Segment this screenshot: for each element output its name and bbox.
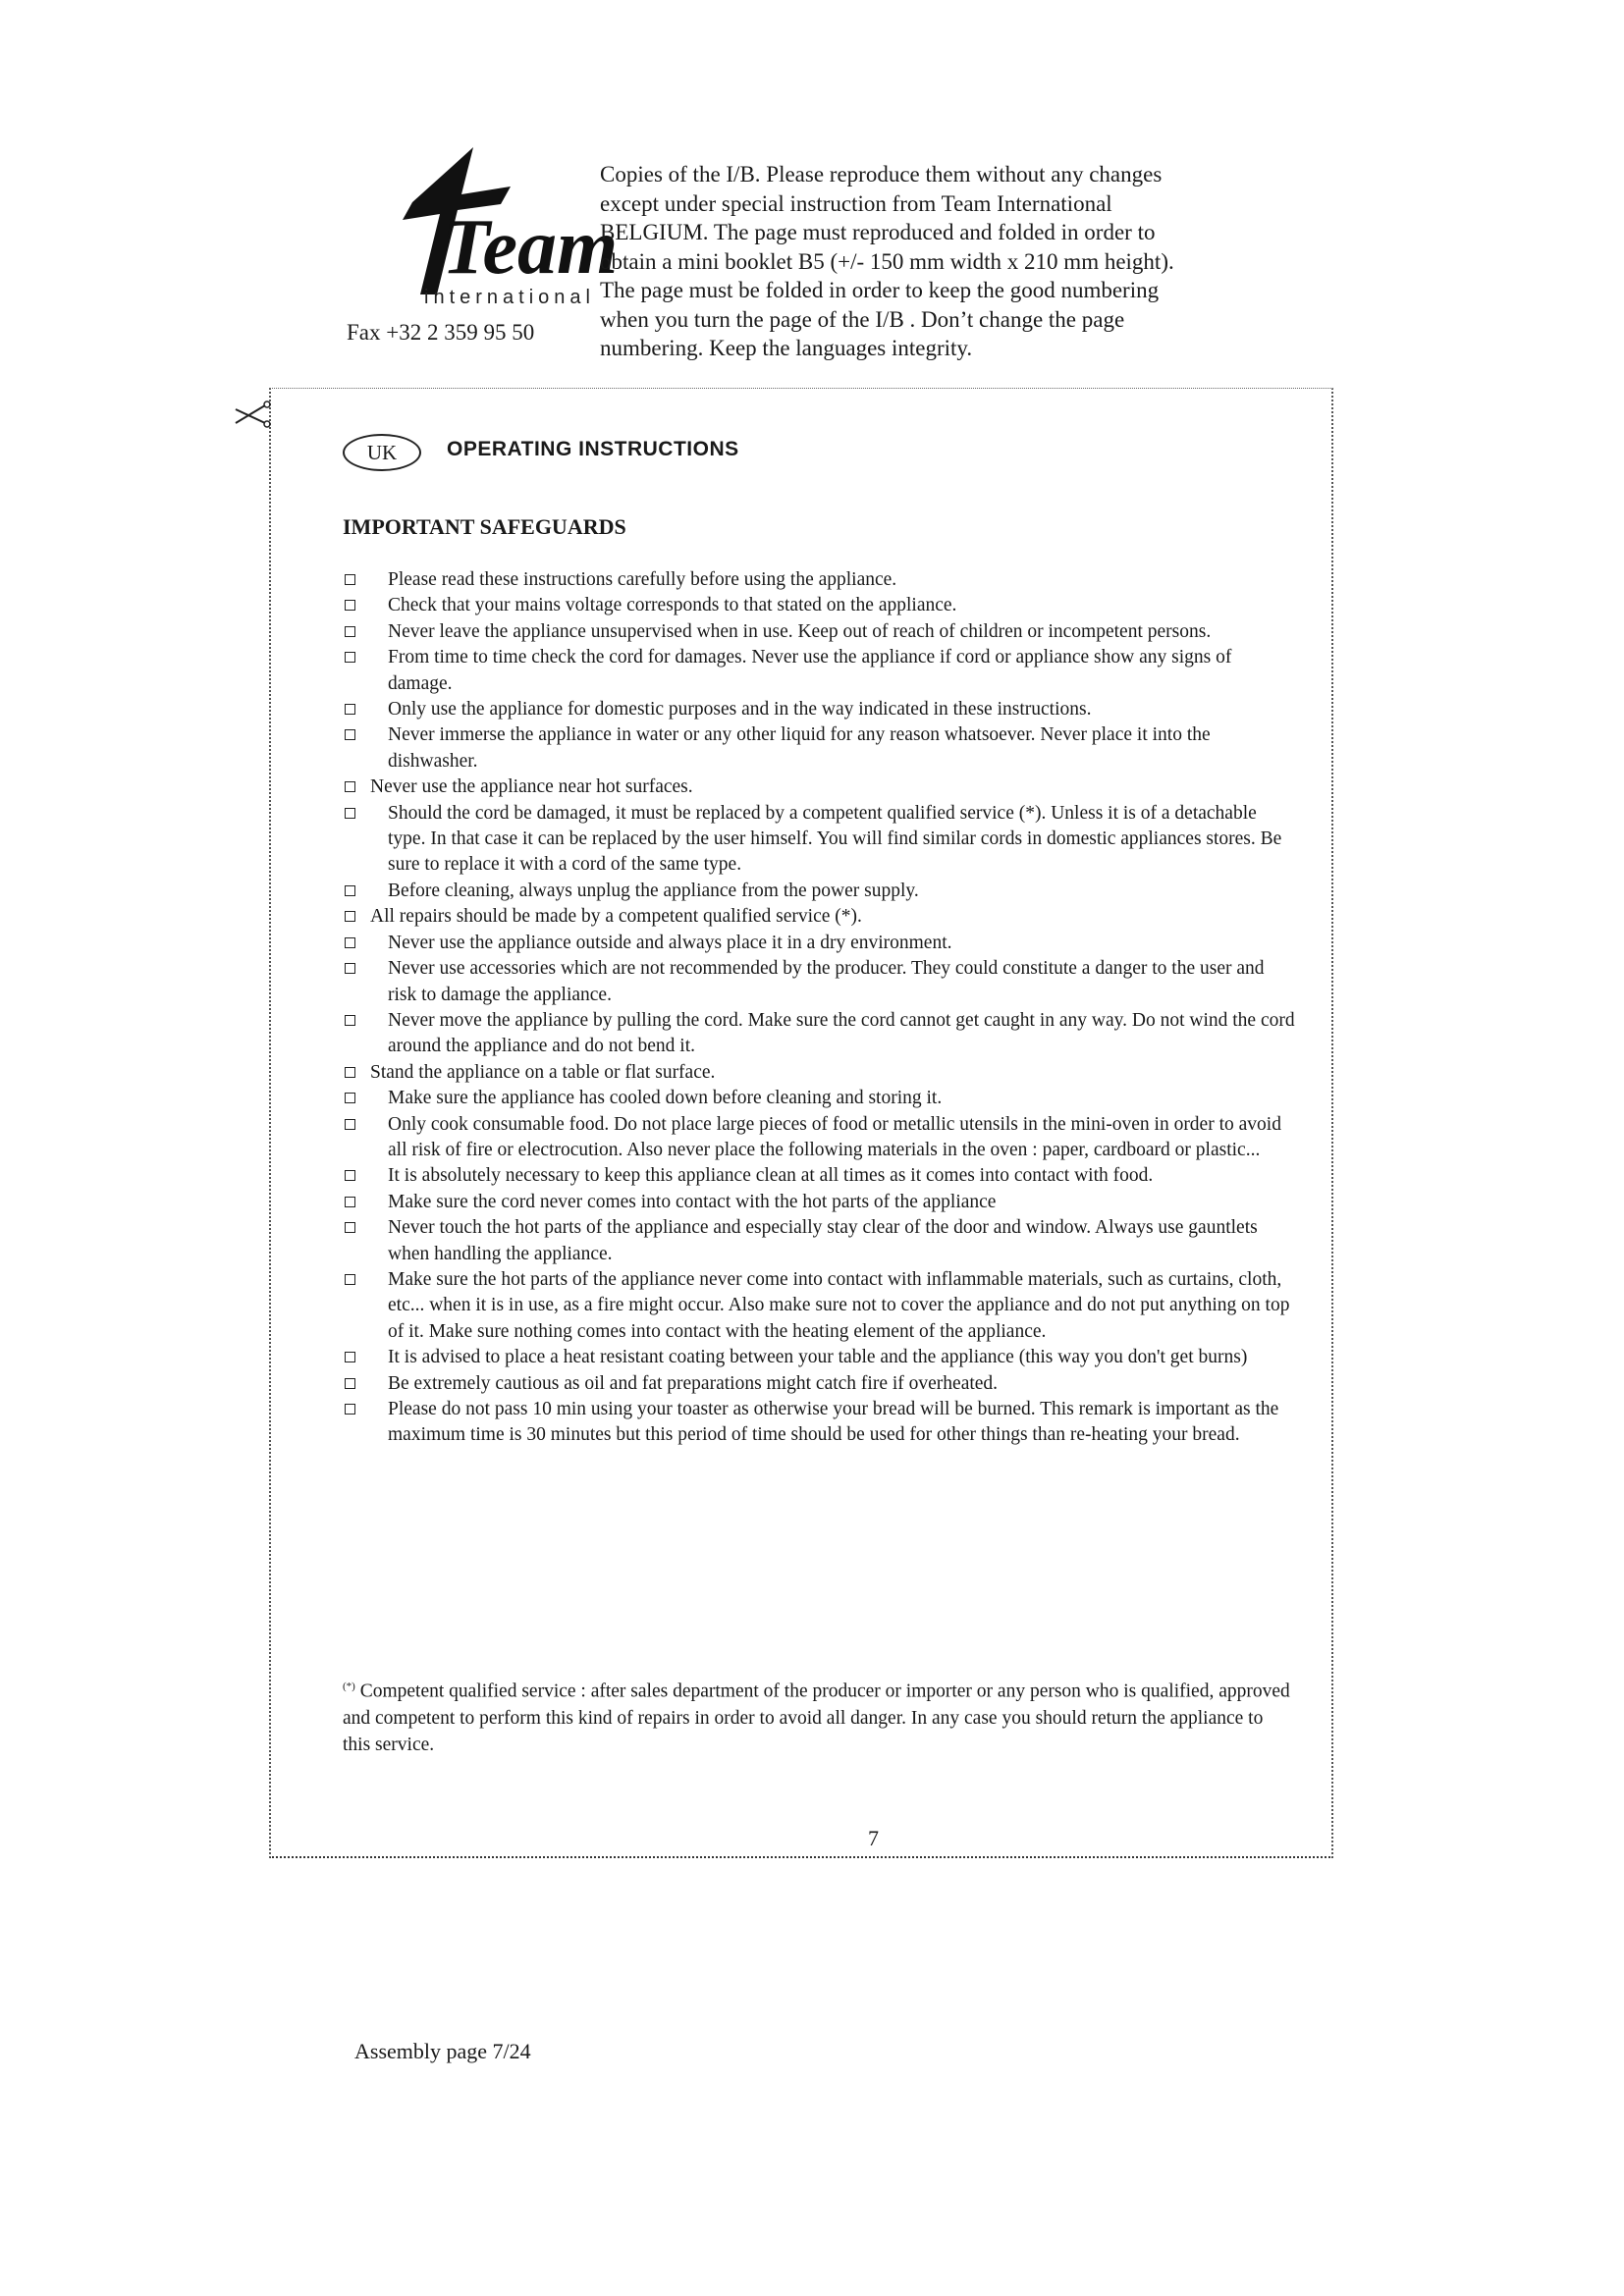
- checkbox-icon: [345, 704, 355, 715]
- header-line: obtain a mini booklet B5 (+/- 150 mm width x 210 mm height).: [600, 248, 1174, 274]
- header-line: The page must be folded in order to keep the good numbering: [600, 278, 1160, 302]
- checkbox-icon: [345, 1170, 355, 1181]
- list-item: Make sure the cord never comes into contact with the hot parts of the appliance: [343, 1190, 1295, 1215]
- list-item: Never use the appliance near hot surfaces.: [343, 774, 1295, 800]
- checkbox-icon: [345, 1197, 355, 1207]
- list-item: Check that your mains voltage corresponds to that stated on the appliance.: [343, 593, 1295, 618]
- footnote-text: Competent qualified service : after sales department of the producer or importer or any person who is qualified, approved and competent to perform this kind of repairs in order to avoid all danger. In any case you should return the appliance to this service.: [343, 1681, 1290, 1755]
- list-item: Never move the appliance by pulling the cord. Make sure the cord cannot get caught in any way. Do not wind the cord around the appliance and do not bend it.: [343, 1008, 1295, 1060]
- section-title: OPERATING INSTRUCTIONS: [447, 438, 739, 460]
- list-item: Please read these instructions carefully before using the appliance.: [343, 567, 1295, 593]
- fax-number: Fax +32 2 359 95 50: [347, 320, 535, 345]
- list-item: Before cleaning, always unplug the appliance from the power supply.: [343, 879, 1295, 904]
- list-item: Stand the appliance on a table or flat surface.: [343, 1060, 1295, 1086]
- checkbox-icon: [345, 1378, 355, 1389]
- logo-text: Team: [442, 204, 619, 291]
- checkbox-icon: [345, 808, 355, 819]
- list-item: Please do not pass 10 min using your toaster as otherwise your bread will be burned. This remark is important as the maximum time is 30 minutes but this period of time should be used for other things than re-heating your bread.: [343, 1397, 1295, 1449]
- list-item: It is absolutely necessary to keep this appliance clean at all times as it comes into contact with food.: [343, 1163, 1295, 1189]
- list-item: From time to time check the cord for damages. Never use the appliance if cord or appliance show any signs of damage.: [343, 645, 1295, 697]
- list-item: Never leave the appliance unsupervised when in use. Keep out of reach of children or incompetent persons.: [343, 619, 1295, 645]
- safeguards-heading: IMPORTANT SAFEGUARDS: [343, 514, 626, 539]
- list-item: Should the cord be damaged, it must be replaced by a competent qualified service (*). Unless it is of a detachable type. In that case it can be replaced by the user himself. You will find similar cords in domestic appliances stores. Be sure to replace it with a cord of the same type.: [343, 801, 1295, 879]
- list-item: Be extremely cautious as oil and fat preparations might catch fire if overheated.: [343, 1371, 1295, 1397]
- checkbox-icon: [345, 1222, 355, 1233]
- checkbox-icon: [345, 1404, 355, 1415]
- safeguards-list: [343, 567, 1295, 1449]
- list-item: Never immerse the appliance in water or any other liquid for any reason whatsoever. Never place it into the dishwasher.: [343, 722, 1295, 774]
- checkbox-icon: [345, 1119, 355, 1130]
- logo-subtext: international: [424, 287, 595, 308]
- scissors-icon: [234, 400, 273, 429]
- header-instructions: [600, 160, 1307, 363]
- checkbox-icon: [345, 781, 355, 792]
- list-item: Only use the appliance for domestic purposes and in the way indicated in these instructions.: [343, 697, 1295, 722]
- checkbox-icon: [345, 729, 355, 740]
- list-item: It is advised to place a heat resistant coating between your table and the appliance (this way you don't get burns): [343, 1345, 1295, 1370]
- checkbox-icon: [345, 885, 355, 896]
- checkbox-icon: [345, 1067, 355, 1078]
- header-line: when you turn the page of the I/B . Don’t change the page: [600, 306, 1125, 332]
- list-item: Never use accessories which are not recommended by the producer. They could constitute a danger to the user and risk to damage the appliance.: [343, 956, 1295, 1008]
- checkbox-icon: [345, 911, 355, 922]
- header-line: BELGIUM. The page must reproduced and folded in order to: [600, 220, 1156, 244]
- checkbox-icon: [345, 937, 355, 948]
- page-number: 7: [868, 1826, 879, 1850]
- header-line: Copies of the I/B. Please reproduce them without any changes: [600, 162, 1163, 187]
- list-item: Make sure the hot parts of the appliance never come into contact with inflammable materials, such as curtains, cloth, etc... when it is in use, as a fire might occur. Also make sure not to cover the appliance and do not put anything on top of it. Make sure nothing comes into contact with the heating element of the appliance.: [343, 1267, 1295, 1345]
- header-line: except under special instruction from Team International: [600, 190, 1112, 216]
- checkbox-icon: [345, 963, 355, 974]
- list-item: Make sure the appliance has cooled down before cleaning and storing it.: [343, 1086, 1295, 1111]
- footnote: [343, 1674, 1295, 1758]
- checkbox-icon: [345, 1093, 355, 1103]
- assembly-page-label: Assembly page 7/24: [354, 2039, 531, 2063]
- checkbox-icon: [345, 1015, 355, 1026]
- checkbox-icon: [345, 600, 355, 611]
- list-item: All repairs should be made by a competent qualified service (*).: [343, 904, 1295, 930]
- language-badge: UK: [343, 434, 421, 471]
- checkbox-icon: [345, 574, 355, 585]
- list-item: Never use the appliance outside and always place it in a dry environment.: [343, 931, 1295, 956]
- checkbox-icon: [345, 1352, 355, 1362]
- list-item: Never touch the hot parts of the appliance and especially stay clear of the door and window. Always use gauntlets when handling the appliance.: [343, 1215, 1295, 1267]
- header-line: numbering. Keep the languages integrity.: [600, 336, 973, 360]
- list-item: Only cook consumable food. Do not place large pieces of food or metallic utensils in the mini-oven in order to avoid all risk of fire or electrocution. Also never place the following materials in the oven : paper, cardboard or plastic...: [343, 1112, 1295, 1164]
- checkbox-icon: [345, 1274, 355, 1285]
- footnote-mark: (*): [343, 1681, 355, 1692]
- checkbox-icon: [345, 652, 355, 663]
- checkbox-icon: [345, 626, 355, 637]
